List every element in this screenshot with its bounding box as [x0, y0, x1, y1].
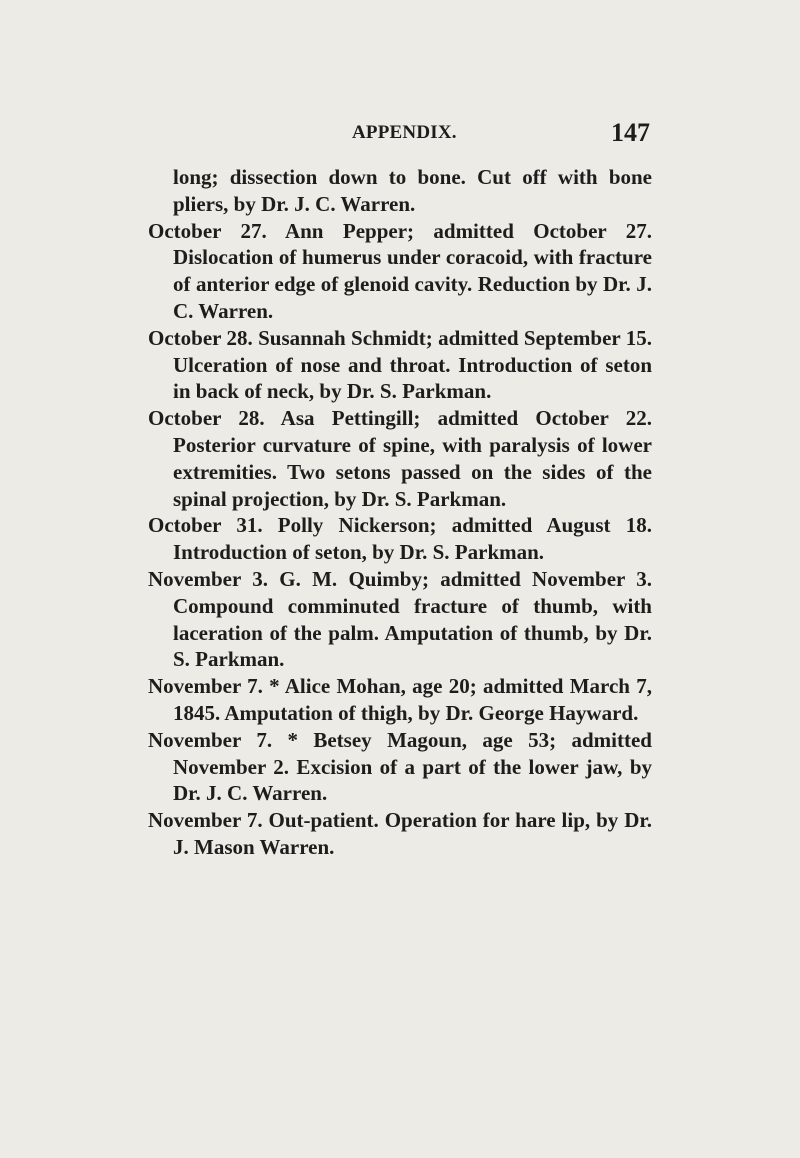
case-entry: October 27. Ann Pepper; admitted October 27. Dislocation of humerus under coracoid, with fracture of anterior edge of glenoid cavity. Reduction by Dr. J. C. Warren.: [148, 218, 652, 323]
case-entry: October 31. Polly Nickerson; admitted August 18. Introduction of seton, by Dr. S. Parkman.: [148, 513, 652, 565]
case-entry: long; dissection down to bone. Cut off with bone pliers, by Dr. J. C. Warren.: [173, 165, 652, 216]
case-entries: [148, 164, 652, 861]
case-entry: November 7. Out-patient. Operation for hare lip, by Dr. J. Mason Warren.: [148, 808, 652, 859]
case-entry: November 3. G. M. Quimby; admitted November 3. Compound comminuted fracture of thumb, with laceration of the palm. Amputation of thumb, by Dr. S. Parkman.: [148, 566, 652, 672]
case-entry: November 7. * Betsey Magoun, age 53; admitted November 2. Excision of a part of the lower jaw, by Dr. J. C. Warren.: [148, 727, 652, 806]
case-entry: November 7. * Alice Mohan, age 20; admitted March 7, 1845. Amputation of thigh, by Dr. George Hayward.: [148, 674, 652, 725]
section-title: APPENDIX.: [352, 122, 457, 143]
case-entry: October 28. Asa Pettingill; admitted October 22. Posterior curvature of spine, with paralysis of lower extremities. Two setons passed on the sides of the spinal projection, by Dr. S. Parkman.: [148, 406, 652, 511]
case-entry: October 28. Susannah Schmidt; admitted September 15. Ulceration of nose and throat. Introduction of seton in back of neck, by Dr. S. Parkman.: [148, 325, 652, 404]
running-head: [180, 118, 650, 148]
page-number: 147: [611, 118, 650, 147]
